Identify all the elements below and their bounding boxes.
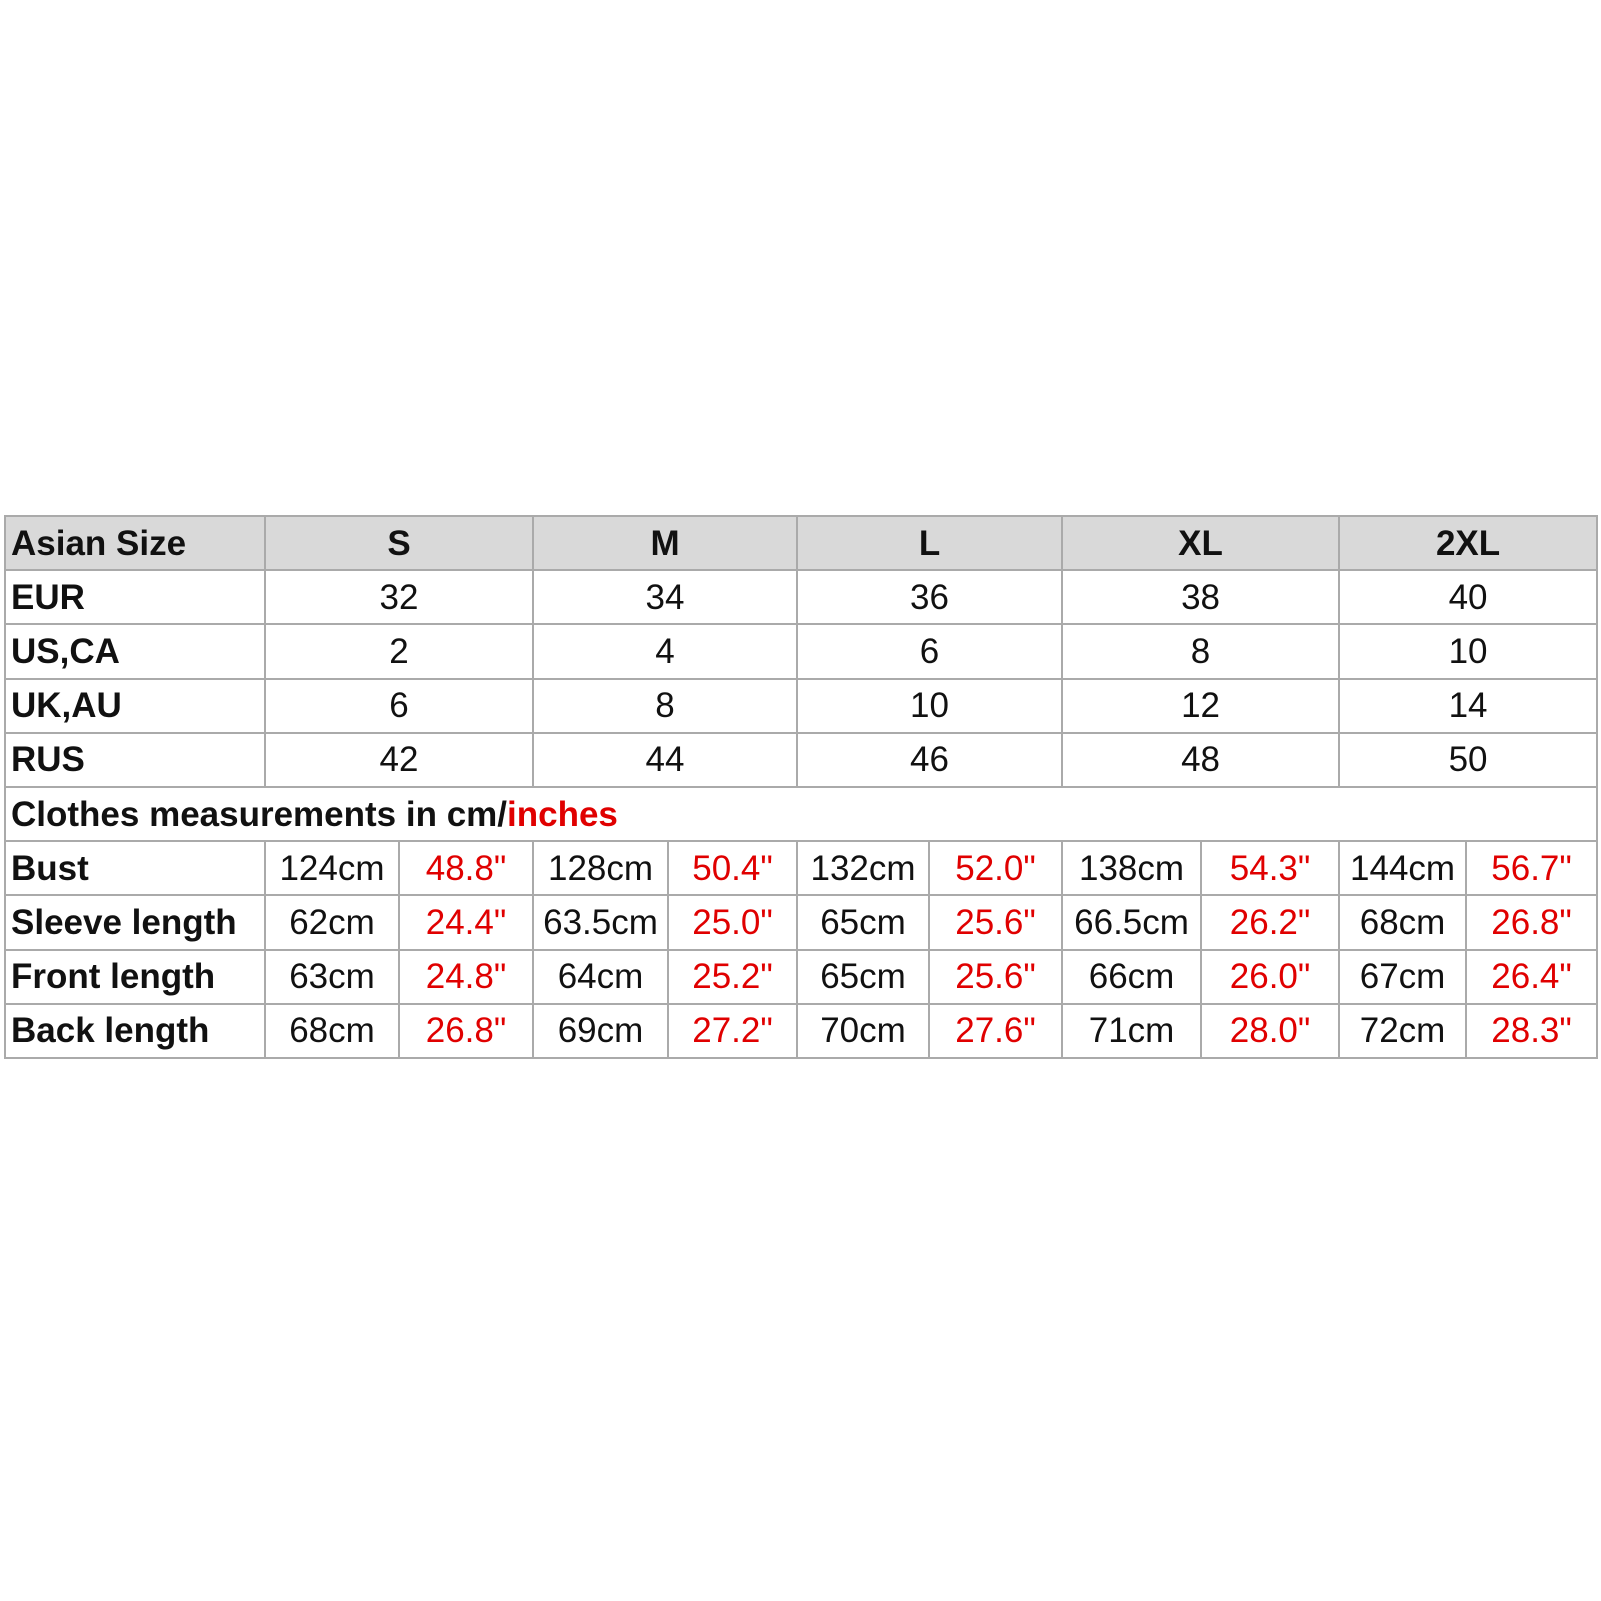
- inch-cell: 28.0": [1201, 1004, 1339, 1058]
- size-header-s: S: [265, 516, 533, 570]
- cm-cell: 65cm: [797, 895, 929, 949]
- inch-cell: 24.8": [399, 950, 533, 1004]
- inch-cell: 54.3": [1201, 841, 1339, 895]
- inch-cell: 25.6": [929, 895, 1062, 949]
- conversion-row-us-ca: [5, 624, 1597, 678]
- cm-cell: 71cm: [1062, 1004, 1201, 1058]
- inch-cell: 26.0": [1201, 950, 1339, 1004]
- cm-cell: 66cm: [1062, 950, 1201, 1004]
- measurements-section-title: [5, 787, 1597, 841]
- row-label: RUS: [5, 733, 265, 787]
- cm-cell: 138cm: [1062, 841, 1201, 895]
- cm-cell: 124cm: [265, 841, 399, 895]
- conversion-cell: 14: [1339, 679, 1597, 733]
- conversion-cell: 12: [1062, 679, 1339, 733]
- conversion-cell: 44: [533, 733, 797, 787]
- inch-cell: 56.7": [1466, 841, 1597, 895]
- cm-cell: 128cm: [533, 841, 668, 895]
- inch-cell: 26.2": [1201, 895, 1339, 949]
- inch-cell: 50.4": [668, 841, 797, 895]
- cm-cell: 132cm: [797, 841, 929, 895]
- inch-cell: 27.6": [929, 1004, 1062, 1058]
- cm-cell: 68cm: [1339, 895, 1466, 949]
- inch-cell: 24.4": [399, 895, 533, 949]
- size-header-m: M: [533, 516, 797, 570]
- conversion-cell: 4: [533, 624, 797, 678]
- cm-cell: 63.5cm: [533, 895, 668, 949]
- cm-cell: 64cm: [533, 950, 668, 1004]
- measurements-section-row: [5, 787, 1597, 841]
- row-label: US,CA: [5, 624, 265, 678]
- size-header-xl: XL: [1062, 516, 1339, 570]
- cm-cell: 69cm: [533, 1004, 668, 1058]
- cm-cell: 68cm: [265, 1004, 399, 1058]
- row-label: Sleeve length: [5, 895, 265, 949]
- row-label: UK,AU: [5, 679, 265, 733]
- measurement-row-bust: [5, 841, 1597, 895]
- conversion-cell: 42: [265, 733, 533, 787]
- inch-cell: 25.6": [929, 950, 1062, 1004]
- cm-cell: 63cm: [265, 950, 399, 1004]
- cm-cell: 65cm: [797, 950, 929, 1004]
- conversion-cell: 2: [265, 624, 533, 678]
- inch-cell: 52.0": [929, 841, 1062, 895]
- conversion-cell: 40: [1339, 570, 1597, 624]
- size-header-2xl: 2XL: [1339, 516, 1597, 570]
- conversion-cell: 48: [1062, 733, 1339, 787]
- conversion-cell: 50: [1339, 733, 1597, 787]
- conversion-cell: 10: [1339, 624, 1597, 678]
- inch-cell: 25.2": [668, 950, 797, 1004]
- section-title-prefix: Clothes measurements in cm/: [11, 794, 507, 834]
- inch-cell: 25.0": [668, 895, 797, 949]
- size-chart: [4, 515, 1596, 1059]
- inch-cell: 26.4": [1466, 950, 1597, 1004]
- row-label: Bust: [5, 841, 265, 895]
- conversion-cell: 6: [797, 624, 1062, 678]
- size-header-l: L: [797, 516, 1062, 570]
- conversion-cell: 46: [797, 733, 1062, 787]
- conversion-cell: 38: [1062, 570, 1339, 624]
- cm-cell: 144cm: [1339, 841, 1466, 895]
- conversion-cell: 10: [797, 679, 1062, 733]
- measurement-row-front-length: [5, 950, 1597, 1004]
- conversion-cell: 8: [533, 679, 797, 733]
- measurement-row-back-length: [5, 1004, 1597, 1058]
- conversion-cell: 8: [1062, 624, 1339, 678]
- cm-cell: 67cm: [1339, 950, 1466, 1004]
- conversion-row-eur: [5, 570, 1597, 624]
- conversion-row-rus: [5, 733, 1597, 787]
- cm-cell: 70cm: [797, 1004, 929, 1058]
- cm-cell: 62cm: [265, 895, 399, 949]
- cm-cell: 72cm: [1339, 1004, 1466, 1058]
- conversion-cell: 32: [265, 570, 533, 624]
- row-label: Front length: [5, 950, 265, 1004]
- inch-cell: 48.8": [399, 841, 533, 895]
- header-label: Asian Size: [5, 516, 265, 570]
- size-header-row: [5, 516, 1597, 570]
- inch-cell: 27.2": [668, 1004, 797, 1058]
- size-table: [4, 515, 1598, 1059]
- conversion-cell: 36: [797, 570, 1062, 624]
- conversion-row-uk-au: [5, 679, 1597, 733]
- inch-cell: 26.8": [399, 1004, 533, 1058]
- conversion-cell: 6: [265, 679, 533, 733]
- conversion-cell: 34: [533, 570, 797, 624]
- measurement-row-sleeve-length: [5, 895, 1597, 949]
- row-label: EUR: [5, 570, 265, 624]
- section-title-suffix: inches: [507, 794, 618, 834]
- cm-cell: 66.5cm: [1062, 895, 1201, 949]
- inch-cell: 26.8": [1466, 895, 1597, 949]
- row-label: Back length: [5, 1004, 265, 1058]
- inch-cell: 28.3": [1466, 1004, 1597, 1058]
